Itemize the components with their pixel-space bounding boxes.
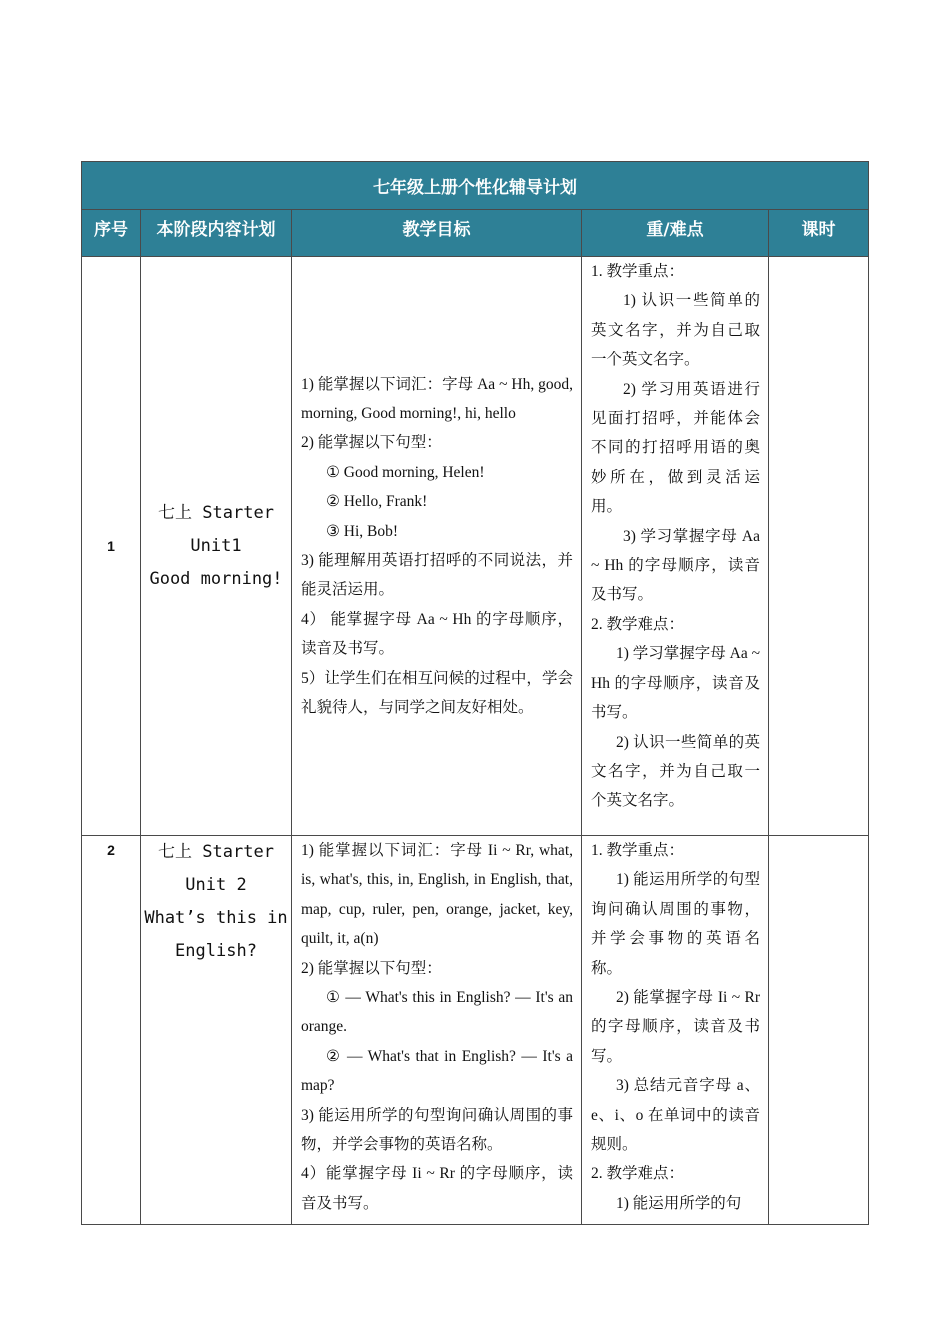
unit-line: What’s this in (144, 908, 288, 928)
header-content: 本阶段内容计划 (141, 210, 292, 257)
goal-item: 1) 能掌握以下词汇：字母 Aa ~ Hh, good, morning, Good morning!, hi, hello (301, 375, 573, 422)
key-item: 2. 教学难点： (591, 615, 685, 633)
goal-item: 4） 能掌握字母 Aa ~ Hh 的字母顺序，读音及书写。 (301, 610, 573, 658)
row-seq: 1 (82, 257, 141, 836)
row-goals (292, 257, 582, 836)
table-row (82, 836, 869, 1225)
unit-line: Unit1 (190, 535, 242, 556)
goal-item: 2) 能掌握以下句型： (301, 434, 442, 452)
row-hours (769, 257, 869, 836)
key-item: 1) 认识一些简单的英文名字，并为自己取一个英文名字。 (591, 292, 760, 369)
key-item: 3) 总结元音字母 a、e、i、o 在单词中的读音规则。 (591, 1077, 760, 1154)
goal-item: 4）能掌握字母 Ii ~ Rr 的字母顺序，读音及书写。 (301, 1165, 573, 1212)
unit-line: 七上 Starter (158, 502, 274, 523)
goal-item: ③ Hi, Bob! (326, 522, 399, 540)
unit-line: 七上 Starter (158, 842, 274, 862)
plan-table (81, 161, 869, 1225)
table-title (82, 162, 869, 210)
row-unit (141, 257, 292, 836)
header-seq: 序号 (82, 210, 141, 257)
title-row (82, 162, 869, 210)
row-key-points (582, 257, 769, 836)
table-row (82, 257, 869, 836)
row-hours (769, 836, 869, 1225)
table-title-text: 七年级上册个性化辅导计划 (373, 178, 577, 198)
row-key-points (582, 836, 769, 1225)
goal-item: ① — What's this in English? — It's an orange. (301, 989, 573, 1036)
header-goal: 教学目标 (292, 210, 582, 257)
unit-line: Unit 2 (185, 875, 247, 895)
unit-line: Good morning! (149, 568, 283, 589)
row-goals (292, 836, 582, 1225)
key-item: 1) 能运用所学的句 (616, 1194, 742, 1212)
goal-item: 3) 能运用所学的句型询问确认周围的事物，并学会事物的英语名称。 (301, 1106, 573, 1154)
key-item: 1) 学习掌握字母 Aa ~ Hh 的字母顺序，读音及书写。 (591, 645, 760, 722)
goal-item: ② — What's that in English? — It's a map? (301, 1047, 573, 1095)
goal-item: ② Hello, Frank! (326, 493, 428, 511)
goal-item: 5）让学生们在相互问候的过程中，学会礼貌待人，与同学之间友好相处。 (301, 669, 573, 717)
key-item: 2. 教学难点： (591, 1165, 685, 1183)
goal-item: 3) 能理解用英语打招呼的不同说法，并能灵活运用。 (301, 552, 573, 599)
goal-item: 2) 能掌握以下句型： (301, 959, 442, 977)
row-seq: 2 (82, 836, 141, 1225)
header-key: 重/难点 (582, 210, 769, 257)
row-unit (141, 836, 292, 1225)
key-item: 3) 学习掌握字母 Aa ~ Hh 的字母顺序，读音及书写。 (591, 527, 760, 604)
goal-item: ① Good morning, Helen! (326, 463, 485, 481)
key-item: 1. 教学重点： (591, 263, 685, 280)
header-row (82, 210, 869, 257)
key-item: 1) 能运用所学的句型询问确认周围的事物，并学会事物的英语名称。 (591, 871, 760, 977)
header-hours: 课时 (769, 210, 869, 257)
unit-line: English? (175, 941, 257, 961)
key-item: 1. 教学重点： (591, 842, 685, 859)
key-item: 2) 认识一些简单的英文名字，并为自己取一个英文名字。 (591, 733, 760, 810)
goal-item: 1) 能掌握以下词汇：字母 Ii ~ Rr, what, is, what's, this, in, English, in English, that, map, cup, ruler, pen, orange, jacket, key, quilt, it, a(n) (301, 842, 573, 948)
key-item: 2) 学习用英语进行见面打招呼，并能体会不同的打招呼用语的奥妙所在，做到灵活运用。 (591, 380, 760, 516)
key-item: 2) 能掌握字母 Ii ~ Rr 的字母顺序，读音及书写。 (591, 989, 760, 1065)
